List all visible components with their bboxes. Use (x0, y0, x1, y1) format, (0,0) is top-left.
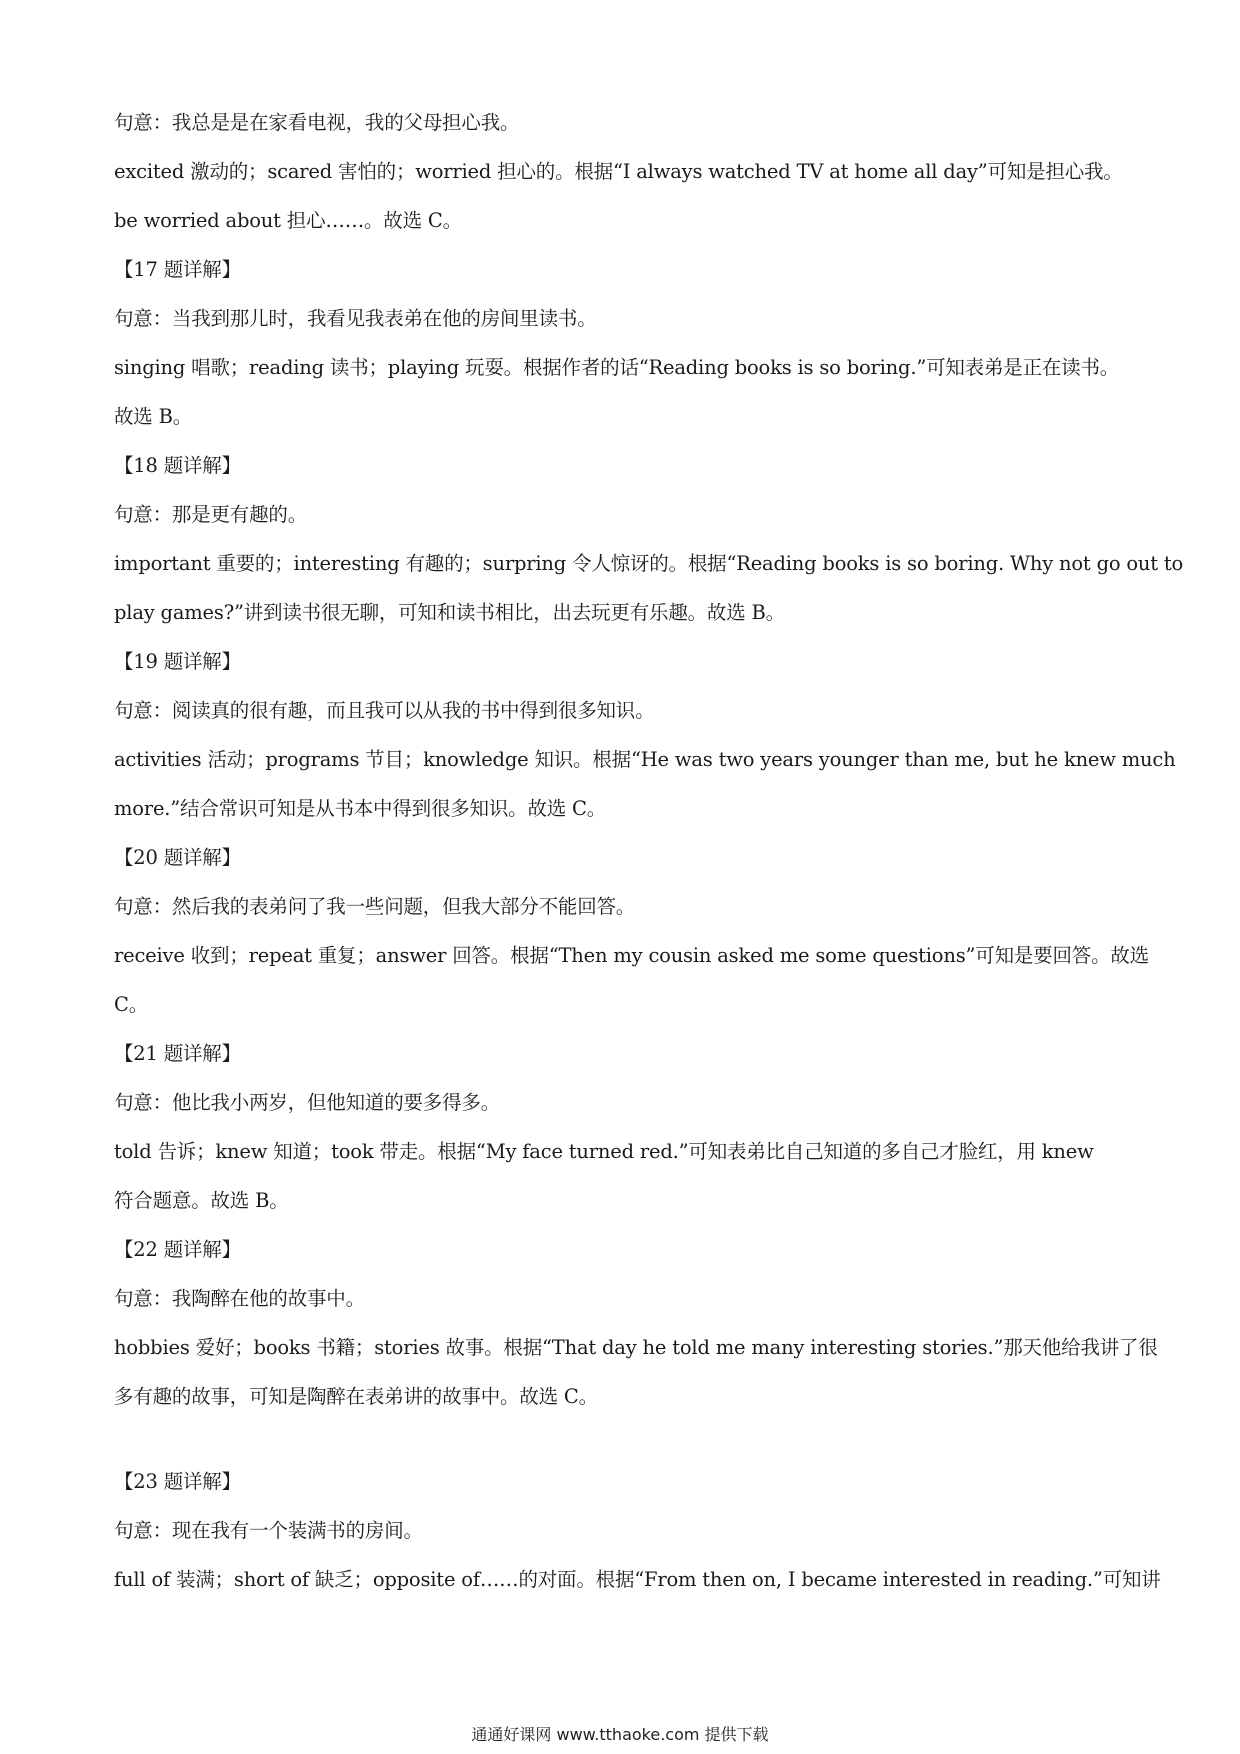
text-line: receive 收到；repeat 重复；answer 回答。根据“Then my cousin asked me some questions”可知是要回答。故选 (114, 944, 1149, 967)
text-line: 【22 题详解】 (114, 1238, 241, 1261)
explanation-block-16-22 (114, 98, 1184, 1421)
text-line: 句意：他比我小两岁，但他知道的要多得多。 (114, 1091, 501, 1114)
section-gap (114, 1421, 1134, 1457)
text-line: 符合题意。故选 B。 (114, 1189, 289, 1212)
text-line: 故选 B。 (114, 405, 193, 428)
text-line: play games?”讲到读书很无聊，可知和读书相比，出去玩更有乐趣。故选 B。 (114, 601, 785, 624)
document-body (114, 98, 1184, 1604)
text-line: told 告诉；knew 知道；took 带走。根据“My face turned red.”可知表弟比自己知道的多自己才脸红，用 knew (114, 1140, 1094, 1163)
text-line: activities 活动；programs 节目；knowledge 知识。根据“He was two years younger than me, but he knew much (114, 748, 1176, 771)
text-line: more.”结合常识可知是从书本中得到很多知识。故选 C。 (114, 797, 607, 820)
text-line: singing 唱歌；reading 读书；playing 玩耍。根据作者的话“Reading books is so boring.”可知表弟是正在读书。 (114, 356, 1120, 379)
text-line: 句意：现在我有一个装满书的房间。 (114, 1519, 423, 1542)
text-line: 【19 题详解】 (114, 650, 241, 673)
text-line: 句意：当我到那儿时，我看见我表弟在他的房间里读书。 (114, 307, 597, 330)
text-line: excited 激动的；scared 害怕的；worried 担心的。根据“I always watched TV at home all day”可知是担心我。 (114, 160, 1123, 183)
text-line: 【23 题详解】 (114, 1470, 241, 1493)
page-footer: 通通好课网 www.tthaoke.com 提供下载 (471, 1725, 769, 1744)
text-line: full of 装满；short of 缺乏；opposite of……的对面。根据“From then on, I became interested in reading.”可知讲 (114, 1568, 1161, 1591)
text-line: be worried about 担心……。故选 C。 (114, 209, 462, 232)
text-line: 【21 题详解】 (114, 1042, 241, 1065)
text-line: hobbies 爱好；books 书籍；stories 故事。根据“That day he told me many interesting stories.”那天他给我讲了很 (114, 1336, 1158, 1359)
text-line: 【18 题详解】 (114, 454, 241, 477)
text-line: important 重要的；interesting 有趣的；surpring 令人惊讶的。根据“Reading books is so boring. Why not go out to (114, 552, 1184, 575)
text-line: C。 (114, 993, 149, 1016)
text-line: 句意：我总是是在家看电视，我的父母担心我。 (114, 111, 520, 134)
text-line: 句意：我陶醉在他的故事中。 (114, 1287, 365, 1310)
text-line: 句意：然后我的表弟问了我一些问题，但我大部分不能回答。 (114, 895, 636, 918)
explanation-block-23 (114, 1457, 1161, 1604)
text-line: 句意：阅读真的很有趣，而且我可以从我的书中得到很多知识。 (114, 699, 655, 722)
text-line: 句意：那是更有趣的。 (114, 503, 308, 526)
text-line: 【20 题详解】 (114, 846, 241, 869)
text-line: 多有趣的故事，可知是陶醉在表弟讲的故事中。故选 C。 (114, 1385, 598, 1408)
text-line: 【17 题详解】 (114, 258, 241, 281)
